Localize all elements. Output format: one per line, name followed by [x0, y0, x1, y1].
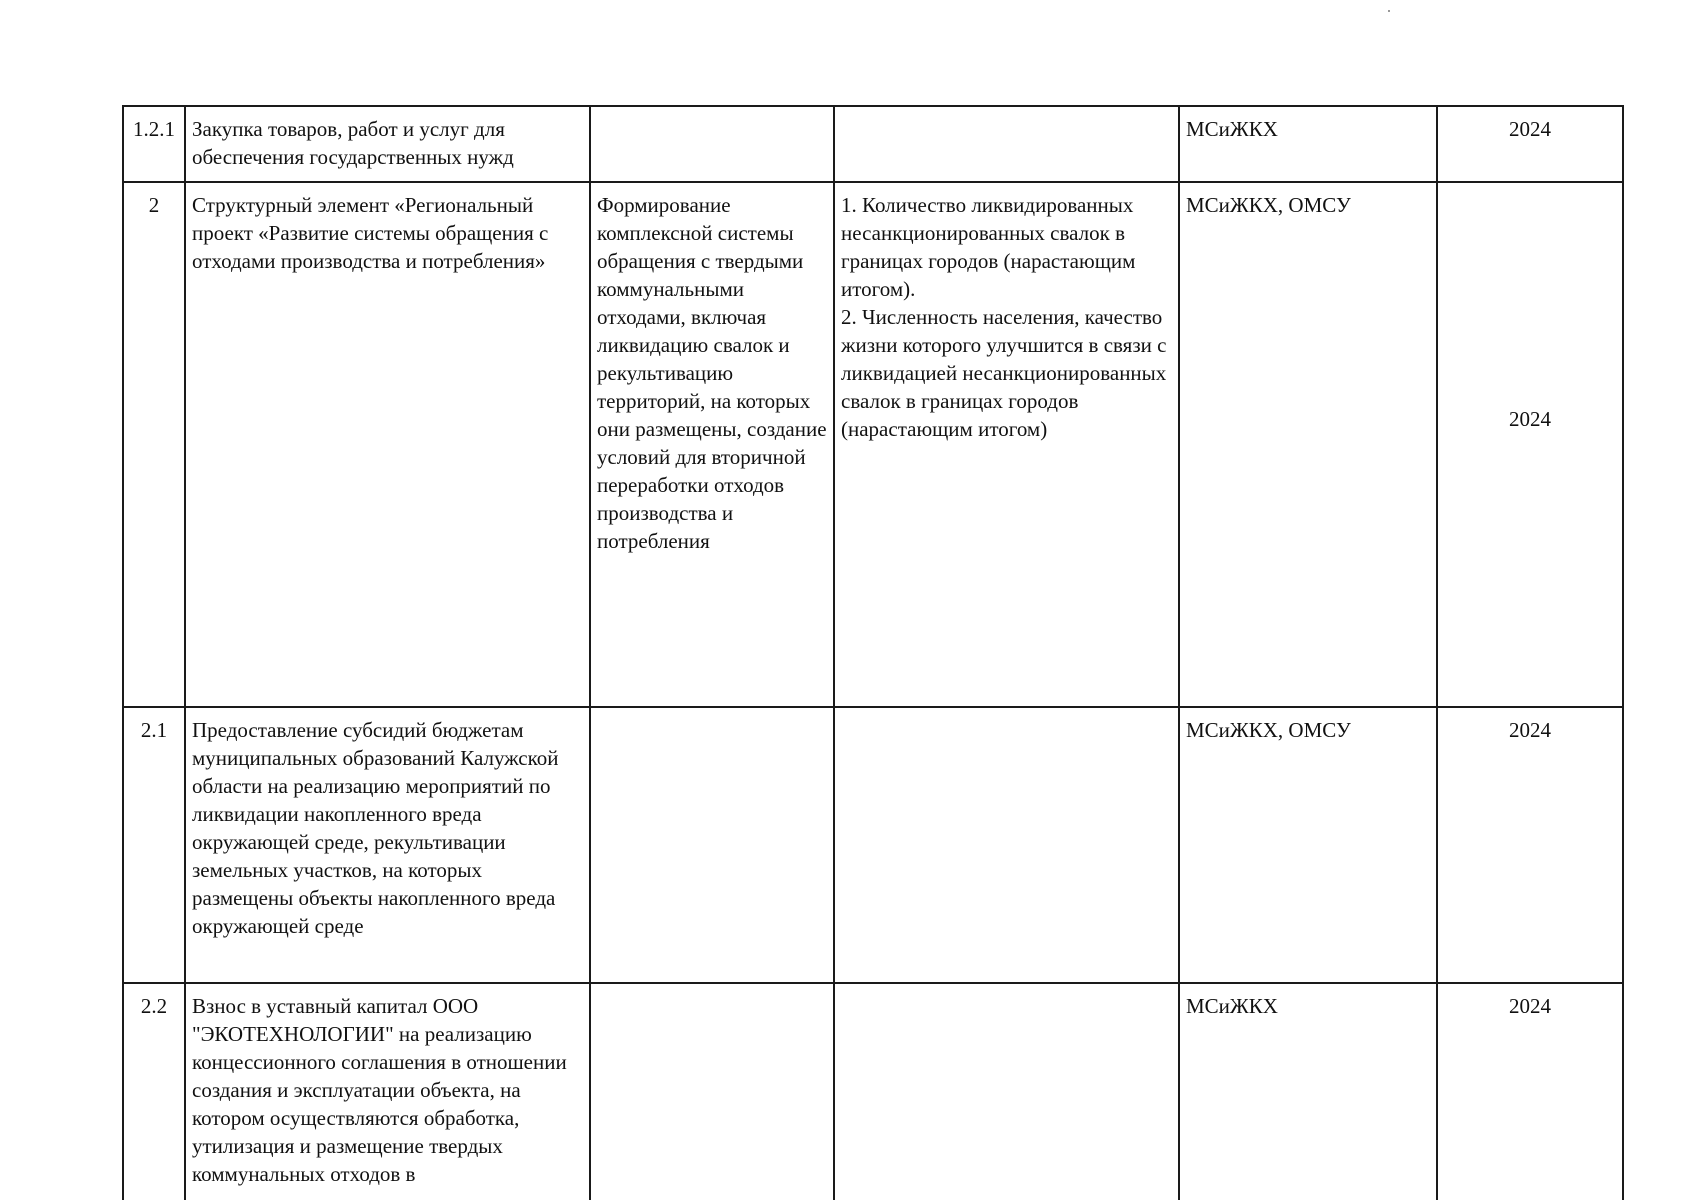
activity-task: Формирование комплексной системы обращения с твердыми коммунальными отходами, включая ликвидацию свалок и рекультивацию территорий, на которых они размещены, создание условий для вторичной переработки отходов производства и потребления — [590, 182, 834, 707]
activity-name: Закупка товаров, работ и услуг для обеспечения государственных нужд — [185, 106, 590, 182]
activity-name: Взнос в уставный капитал ООО "ЭКОТЕХНОЛОГИИ" на реализацию концессионного соглашения в отношении создания и эксплуатации объекта, на котором осуществляются обработка, утилизация и размещение твердых коммунальных отходов в — [185, 983, 590, 1200]
activity-name: Структурный элемент «Региональный проект «Развитие системы обращения с отходами производства и потребления» — [185, 182, 590, 707]
activity-year: 2024 — [1437, 707, 1623, 983]
activity-indicators — [834, 983, 1179, 1200]
activity-executor: МСиЖКХ, ОМСУ — [1179, 182, 1437, 707]
activity-executor: МСиЖКХ — [1179, 106, 1437, 182]
row-number: 2.2 — [123, 983, 185, 1200]
row-number: 2 — [123, 182, 185, 707]
row-number: 1.2.1 — [123, 106, 185, 182]
row-number: 2.1 — [123, 707, 185, 983]
activity-task — [590, 106, 834, 182]
activity-year: 2024 — [1437, 983, 1623, 1200]
scan-artifact — [1388, 10, 1390, 12]
activity-executor: МСиЖКХ, ОМСУ — [1179, 707, 1437, 983]
activity-task — [590, 707, 834, 983]
table-row — [123, 182, 1623, 707]
table-row — [123, 983, 1623, 1200]
activity-task — [590, 983, 834, 1200]
activity-year: 2024 — [1437, 182, 1623, 707]
table-row — [123, 707, 1623, 983]
activity-indicators — [834, 106, 1179, 182]
table-row — [123, 106, 1623, 182]
activity-indicators: 1. Количество ликвидированных несанкционированных свалок в границах городов (нарастающим итогом). 2. Численность населения, качество жизни которого улучшится в связи с ликвидацией несанкционированных свалок в границах городов (нарастающим итогом) — [834, 182, 1179, 707]
activity-executor: МСиЖКХ — [1179, 983, 1437, 1200]
activity-year: 2024 — [1437, 106, 1623, 182]
program-activities-table — [122, 105, 1624, 1200]
activity-indicators — [834, 707, 1179, 983]
activity-name: Предоставление субсидий бюджетам муниципальных образований Калужской области на реализацию мероприятий по ликвидации накопленного вреда окружающей среде, рекультивации земельных участков, на которых размещены объекты накопленного вреда окружающей среде — [185, 707, 590, 983]
